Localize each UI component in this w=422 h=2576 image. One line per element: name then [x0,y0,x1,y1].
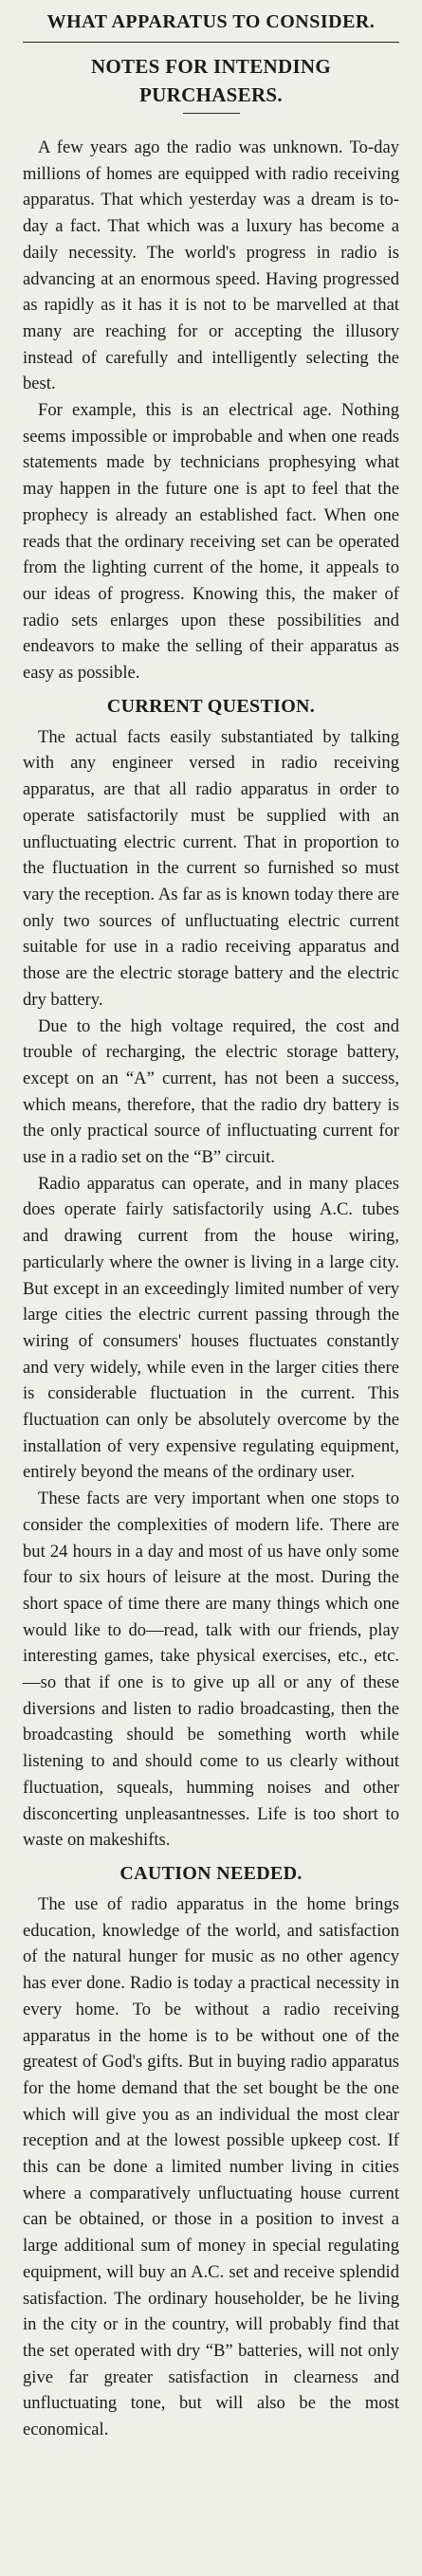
article-paragraph: For example, this is an electrical age. Nothing seems impossible or improbable and when one reads statements made by technicians prophesying what may happen in the future one is apt to feel that the prophecy is already an established fact. When one reads that the ordinary receiving set can be operated from the lighting current of the home, it appeals to our ideas of progress. Knowing this, the maker of radio sets enlarges upon these possibilities and endeavors to make the selling of their apparatus as easy as possible. [23,400,399,684]
article-paragraph: Due to the high voltage required, the cost and trouble of recharging, the electric storage battery, except on an “A” current, has not been a success, which means, therefore, that the radio dry battery is the only practical source of influctuating current for use in a radio set on the “B” circuit. [23,1015,399,1168]
article-section-caution-needed [23,1859,399,2443]
article-paragraph: These facts are very important when one stops to consider the complexities of modern life. There are but 24 hours in a day and most of us have only some four to six hours of leisure at the most. During the short space of time there are many things which one would like to do—read, talk with our friends, play interesting games, take physical exercises, etc., etc.—so that if one is to give up all or any of these diversions and listen to radio broadcasting, then the broadcasting should be something worth while listening to and should come to us clearly without fluctuation, squeals, humming noises and other disconcerting unpleasantnesses. Life is too short to waste on makeshifts. [23,1489,399,1851]
article-paragraph: Radio apparatus can operate, and in many places does operate fairly satisfactorily using A.C. tubes and drawing current from the house wiring, particularly where the owner is living in a large city. But except in an exceedingly limited number of very large cities the electric current passing through the wiring of consumers' houses fluctuates constantly and very widely, while even in the larger cities there is considerable fluctuation in the current. This fluctuation can only be absolutely overcome by the installation of very expensive regulating equipment, entirely beyond the means of the ordinary user. [23,1173,399,1483]
article-paragraph: The actual facts easily substantiated by talking with any engineer versed in radio receiving apparatus, are that all radio apparatus in order to operate satisfactorily must be supplied with an unfluctuating electric current. That in proportion to the fluctuation in the current so furnished so must vary the reception. As far as is known today there are only two sources of unfluctuating electric current suitable for use in a radio receiving apparatus and those are the electric storage battery and the electric dry battery. [23,726,399,1010]
article-section-current-question [23,692,399,1854]
headline: WHAT APPARATUS TO CONSIDER. [46,11,376,32]
section-heading: CURRENT QUESTION. [106,695,316,717]
subheadline-rule [183,113,240,114]
article-section-intro [23,135,399,686]
section-heading: CAUTION NEEDED. [119,1863,303,1884]
headline-rule [23,42,399,43]
article-paragraph: A few years ago the radio was unknown. To-day millions of homes are equipped with radio receiving apparatus. That which yesterday was a dream is to-day a fact. That which was a luxury has become a daily necessity. The world's progress in radio is advancing at an enormous speed. Having progressed as rapidly as it has it is not to be marvelled at that many are reaching for or accepting the illusory instead of carefully and intelligently selecting the best. [23,137,399,394]
subheadline: NOTES FOR INTENDING PURCHASERS. [90,55,332,106]
article-paragraph: The use of radio apparatus in the home brings education, knowledge of the world, and satisfaction of the natural hunger for music as no other agency has ever done. Radio is today a practical necessity in every home. To be without a radio receiving apparatus in the home is to be without one of the greatest of God's gifts. But in buying radio apparatus for the home demand that the set bought be the one which will give you as an individual the most clear reception and at the lowest possible upkeep cost. If this can be done a limited number living in cities where a comparatively unfluctuating house current can be obtained, or those in a position to invest a large additional sum of money in special regulating equipment, will buy an A.C. set and receive splendid satisfaction. The ordinary householder, be he living in the city or in the country, will probably find that the set operated with dry “B” batteries, will not only give far greater satisfaction in clearness and unfluctuating tone, but will also be the most economical. [23,1894,399,2440]
